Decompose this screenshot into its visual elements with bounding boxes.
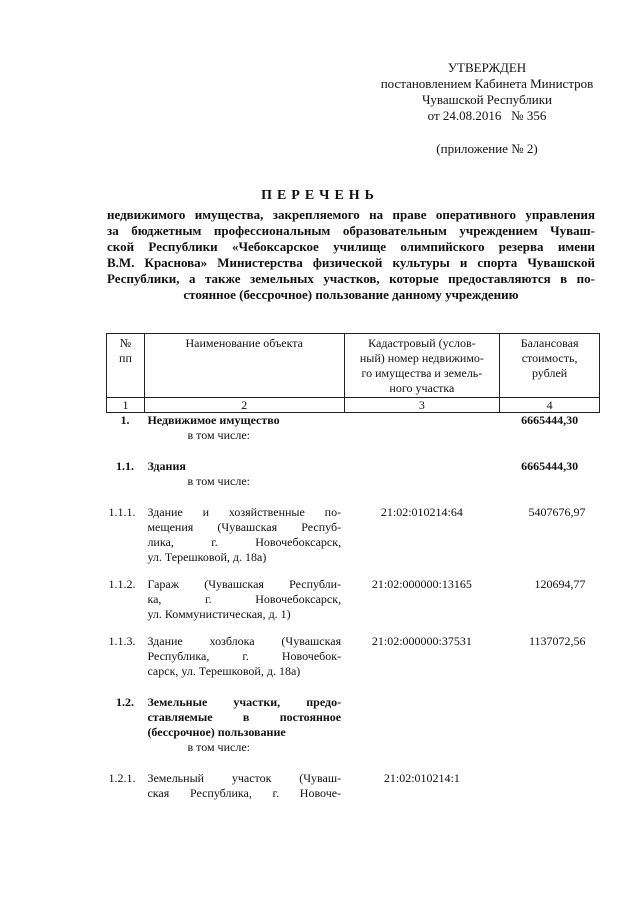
document-title: ПЕРЕЧЕНЬ xyxy=(261,188,379,203)
subtitle-line: за бюджетным профессиональным образовательным учреждением Чуваш- xyxy=(107,223,595,238)
row-cadastral: 21:02:000000:37531 xyxy=(371,634,472,648)
subtitle-line: Республики, а также земельных участков, которые предоставляются в по- xyxy=(107,271,595,286)
row-cadastral xyxy=(344,413,500,444)
column-number: 4 xyxy=(500,398,600,413)
table-row xyxy=(107,505,600,565)
approval-republic: Чувашской Республики xyxy=(421,92,553,107)
row-value: 5407676,97 xyxy=(528,505,586,519)
table-row xyxy=(107,577,600,622)
column-number: 2 xyxy=(144,398,344,413)
table-row xyxy=(107,634,600,679)
row-cadastral: 21:02:010214:64 xyxy=(380,505,463,519)
row-number: 1. xyxy=(120,413,130,427)
header-cadastral: Кадастровый (услов- ный) номер недвижимо- го имущества и земель- ного участка xyxy=(344,334,500,398)
row-value: 6665444,30 xyxy=(521,413,579,427)
table-row xyxy=(107,771,600,801)
header-num: № пп xyxy=(107,334,145,398)
row-name: Земельные участки, предо- ставляемые в постоянное (бессрочное) пользование в том числе: xyxy=(147,695,342,754)
table-row xyxy=(107,459,600,489)
row-value: 120694,77 xyxy=(534,577,586,591)
subtitle-line: недвижимого имущества, закрепляемого на праве оперативного управления xyxy=(107,207,595,222)
row-cadastral xyxy=(344,695,500,755)
row-name: Гараж (Чувашская Республи- ка, г. Новочебоксарск, ул. Коммунистическая, д. 1) xyxy=(147,577,342,621)
row-number: 1.2. xyxy=(115,695,134,709)
approval-date-number: от 24.08.2016 № 356 xyxy=(427,108,547,123)
column-number-row xyxy=(107,398,600,413)
column-number: 3 xyxy=(344,398,500,413)
approval-authority: постановлением Кабинета Министров xyxy=(380,76,594,91)
row-value: 6665444,30 xyxy=(521,459,579,473)
table-header-row xyxy=(107,334,600,398)
header-name: Наименование объекта xyxy=(144,334,344,398)
row-value xyxy=(500,771,600,801)
row-value: 1137072,56 xyxy=(528,634,586,648)
table-row xyxy=(107,413,600,444)
subtitle-line: В.М. Краснова» Министерства физической культуры и спорта Чувашской xyxy=(107,255,595,270)
row-number: 1.1.2. xyxy=(108,577,136,591)
row-name: Здания в том числе: xyxy=(147,459,250,488)
row-name: Земельный участок (Чуваш- ская Республика, г. Новоче- xyxy=(147,771,342,800)
approval-block xyxy=(356,60,618,157)
subtitle-line: стоянное (бессрочное) пользование данному учреждению xyxy=(183,287,519,302)
property-table xyxy=(106,333,600,801)
row-cadastral xyxy=(344,459,500,489)
row-cadastral: 21:02:000000:13165 xyxy=(371,577,472,591)
row-number: 1.1. xyxy=(115,459,134,473)
row-name: Здание хозблока (Чувашская Республика, г. Новочебок- сарск, ул. Терешковой, д. 18а) xyxy=(147,634,342,678)
row-name: Здание и хозяйственные по- мещения (Чувашская Респуб- лика, г. Новочебоксарск, ул. Терешковой, д. 18а) xyxy=(147,505,342,564)
row-name: Недвижимое имущество в том числе: xyxy=(147,413,280,442)
column-number: 1 xyxy=(107,398,145,413)
row-number: 1.1.3. xyxy=(108,634,136,648)
row-value xyxy=(500,695,600,755)
table-row xyxy=(107,695,600,755)
subtitle-line: ской Республики «Чебоксарское училище олимпийского резерва имени xyxy=(107,239,595,254)
row-number: 1.1.1. xyxy=(108,505,136,519)
row-number: 1.2.1. xyxy=(108,771,136,785)
header-value: Балансовая стоимость, рублей xyxy=(500,334,600,398)
row-cadastral: 21:02:010214:1 xyxy=(383,771,460,785)
document-subtitle xyxy=(107,207,595,303)
approval-heading: УТВЕРЖДЕН xyxy=(447,60,527,75)
appendix-label: (приложение № 2) xyxy=(436,141,538,156)
